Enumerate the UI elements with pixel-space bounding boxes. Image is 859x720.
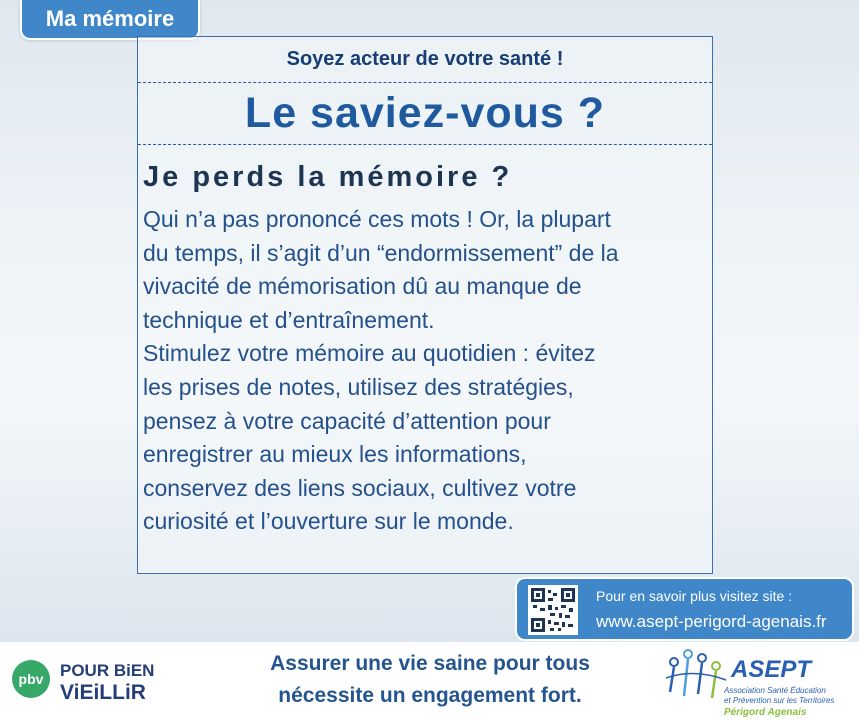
asept-location: Périgord Agenais [724,707,807,718]
body-line: vivacité de mémorisation dû au manque de [143,273,582,300]
body-line: du temps, il s’agit d’un “endormissement” de la [143,239,619,266]
asept-logo [664,644,854,720]
pbv-line2: ViEiLLiR [60,681,146,704]
asept-name: ASEPT [731,656,812,683]
card-body [143,203,711,539]
dashed-divider [138,144,712,145]
info-label: Pour en savoir plus visitez site : [596,588,793,604]
body-line: les prises de notes, utilisez des stratégies, [143,373,574,400]
info-card [137,36,713,574]
body-line: Qui n’a pas prononcé ces mots ! Or, la plupart [143,206,611,232]
body-line: technique et d’entraînement. [143,306,435,333]
pbv-badge: pbv [12,660,50,698]
asept-description [724,686,834,706]
website-info-box[interactable] [515,577,854,641]
body-line: Stimulez votre mémoire au quotidien : évitez [143,340,596,367]
footer [0,642,859,720]
body-line: pensez à votre capacité d’attention pour [143,407,551,434]
qr-code-icon[interactable] [528,585,578,635]
category-tag: Ma mémoire [20,0,200,40]
slogan-line: nécessite un engagement fort. [278,684,582,707]
body-line: conservez des liens sociaux, cultivez votre [143,474,577,501]
slogan-line: Assurer une vie saine pour tous [270,652,590,675]
card-subtitle: Soyez acteur de votre santé ! [286,47,564,70]
card-question: Je perds la mémoire ? [143,161,513,193]
website-link[interactable]: www.asept-perigord-agenais.fr [596,612,827,631]
footer-slogan [220,648,640,712]
body-line: enregistrer au mieux les informations, [143,441,527,468]
pbv-line1: POUR BiEN [60,661,155,680]
body-line: curiosité et l’ouverture sur le monde. [143,508,514,535]
pour-bien-vieillir-logo [12,656,172,704]
asept-desc-line: et Prévention sur les Territoires [724,696,835,705]
asept-figures-icon [664,648,730,708]
card-headline: Le saviez-vous ? [244,88,606,137]
asept-desc-line: Association Santé Éducation [724,686,826,695]
